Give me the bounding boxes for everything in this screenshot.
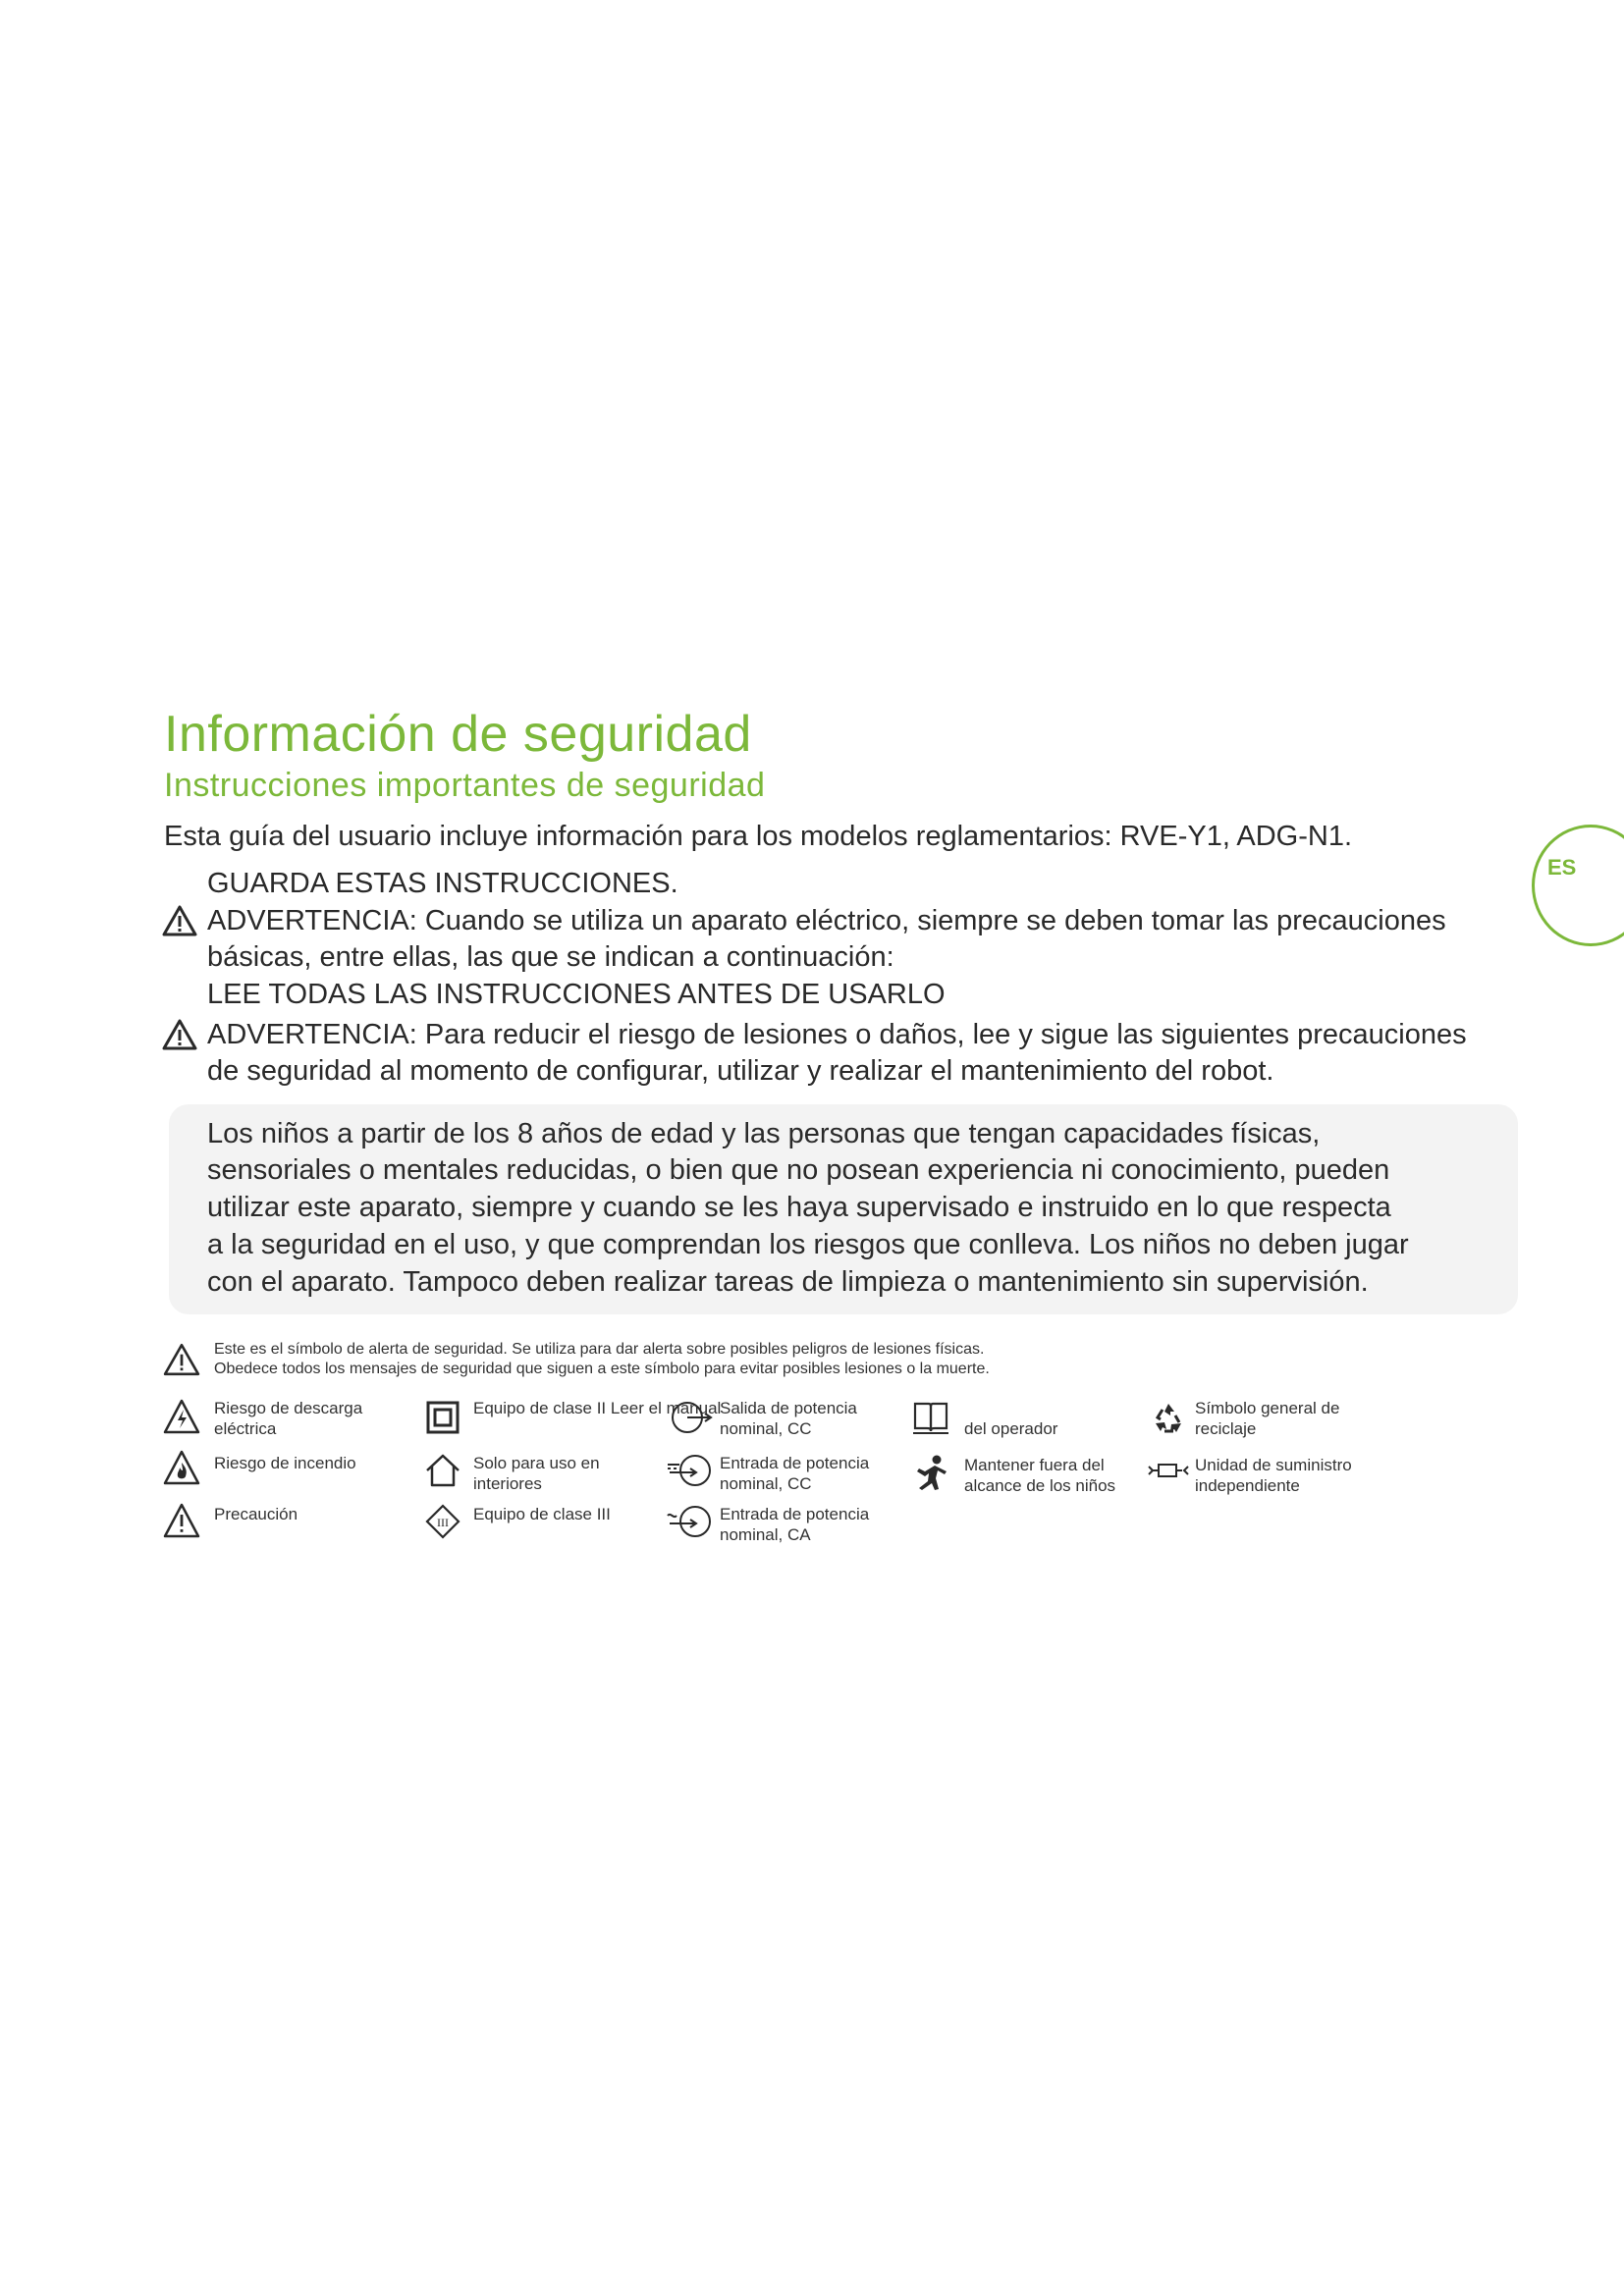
- children-notice-line: utilizar este aparato, siempre y cuando se les haya supervisado e instruido en lo que respecta: [207, 1192, 1391, 1223]
- legend-label: Precaución: [214, 1505, 298, 1523]
- warning-icon: [162, 1019, 197, 1050]
- legend-indoor: [473, 1453, 600, 1494]
- legend-label: nominal, CC: [720, 1474, 812, 1493]
- electric-shock-icon: [162, 1398, 201, 1437]
- legend-label: Unidad de suministro: [1195, 1456, 1352, 1474]
- legend-psu: [1195, 1455, 1352, 1496]
- legend-label: Símbolo general de: [1195, 1399, 1340, 1417]
- legend-label: Equipo de clase III: [473, 1505, 611, 1523]
- legend-label: reciclaje: [1195, 1419, 1257, 1438]
- legend-label: independiente: [1195, 1476, 1300, 1495]
- legend-label: nominal, CC: [720, 1419, 812, 1438]
- children-notice-line: con el aparato. Tampoco deben realizar tareas de limpieza o mantenimiento sin supervisión.: [207, 1266, 1369, 1298]
- alert-note-line-1: Este es el símbolo de alerta de seguridad. Se utiliza para dar alerta sobre posibles peligros de lesiones físicas.: [214, 1341, 985, 1358]
- fire-hazard-icon: [162, 1449, 201, 1488]
- safety-alert-icon: [163, 1343, 200, 1376]
- children-notice-line: Los niños a partir de los 8 años de edad y las personas que tengan capacidades físicas,: [207, 1118, 1321, 1149]
- indoor-use-icon: [423, 1451, 462, 1490]
- legend-label: Salida de potencia: [720, 1399, 857, 1417]
- operator-manual-icon: [911, 1398, 950, 1437]
- children-notice-line: a la seguridad en el uso, y que comprendan los riesgos que conlleva. Los niños no deben jugar: [207, 1229, 1409, 1260]
- warning-icon: [162, 905, 197, 936]
- legend-ac-input: [720, 1504, 869, 1545]
- legend-class-3: [473, 1504, 611, 1524]
- legend-label: Mantener fuera del: [964, 1456, 1105, 1474]
- alert-note-line-2: Obedece todos los mensajes de seguridad que siguen a este símbolo para evitar posibles lesiones o la muerte.: [214, 1361, 990, 1377]
- page-subtitle: Instrucciones importantes de seguridad: [164, 767, 766, 804]
- legend-label: eléctrica: [214, 1419, 277, 1438]
- dc-output-icon: [666, 1398, 715, 1437]
- class-3-equipment-icon: [423, 1502, 462, 1541]
- ac-input-icon: [666, 1502, 715, 1541]
- legend-shock: [214, 1398, 362, 1439]
- legend-caution: [214, 1504, 298, 1524]
- legend-label: Riesgo de incendio: [214, 1454, 356, 1472]
- legend-label: interiores: [473, 1474, 542, 1493]
- legend-fire: [214, 1453, 356, 1473]
- legend-dc-input: [720, 1453, 869, 1494]
- legend-recycle: [1195, 1398, 1339, 1439]
- legend-label: del operador: [964, 1419, 1058, 1438]
- legend-label: nominal, CA: [720, 1525, 811, 1544]
- language-tab-label: ES: [1547, 855, 1577, 880]
- page-title: Información de seguridad: [164, 706, 752, 763]
- legend-label: Entrada de potencia: [720, 1505, 870, 1523]
- save-instructions: GUARDA ESTAS INSTRUCCIONES.: [207, 868, 678, 899]
- legend-manual: [964, 1418, 1057, 1439]
- legend-label: Riesgo de descarga: [214, 1399, 363, 1417]
- children-notice-line: sensoriales o mentales reducidas, o bien que no posean experiencia ni conocimiento, pueden: [207, 1154, 1390, 1186]
- keep-away-children-icon: [911, 1453, 950, 1492]
- independent-power-supply-icon: [1147, 1451, 1190, 1490]
- class-2-equipment-icon: [423, 1398, 462, 1437]
- caution-icon: [162, 1502, 201, 1541]
- warning-1-line-1: ADVERTENCIA: Cuando se utiliza un aparato eléctrico, siempre se deben tomar las precauciones: [207, 905, 1446, 936]
- warning-2-line-2: de seguridad al momento de configurar, utilizar y realizar el mantenimiento del robot.: [207, 1055, 1274, 1087]
- warning-2-line-1: ADVERTENCIA: Para reducir el riesgo de lesiones o daños, lee y sigue las siguientes precauciones: [207, 1019, 1467, 1050]
- legend-label: Equipo de clase II Leer el manual: [473, 1399, 722, 1417]
- svg-text:III: III: [437, 1516, 449, 1529]
- recycle-icon: [1149, 1398, 1188, 1437]
- legend-dc-output: [720, 1398, 857, 1439]
- legend-label: Solo para uso en: [473, 1454, 600, 1472]
- models-intro: Esta guía del usuario incluye información para los modelos reglamentarios: RVE-Y1, ADG-N1.: [164, 821, 1352, 852]
- legend-label: alcance de los niños: [964, 1476, 1116, 1495]
- warning-1-line-2: básicas, entre ellas, las que se indican a continuación:: [207, 941, 894, 973]
- dc-input-icon: [666, 1451, 715, 1490]
- legend-children: [964, 1455, 1115, 1496]
- read-instructions: LEE TODAS LAS INSTRUCCIONES ANTES DE USARLO: [207, 979, 946, 1010]
- legend-label: Entrada de potencia: [720, 1454, 870, 1472]
- language-tab: [1532, 825, 1624, 946]
